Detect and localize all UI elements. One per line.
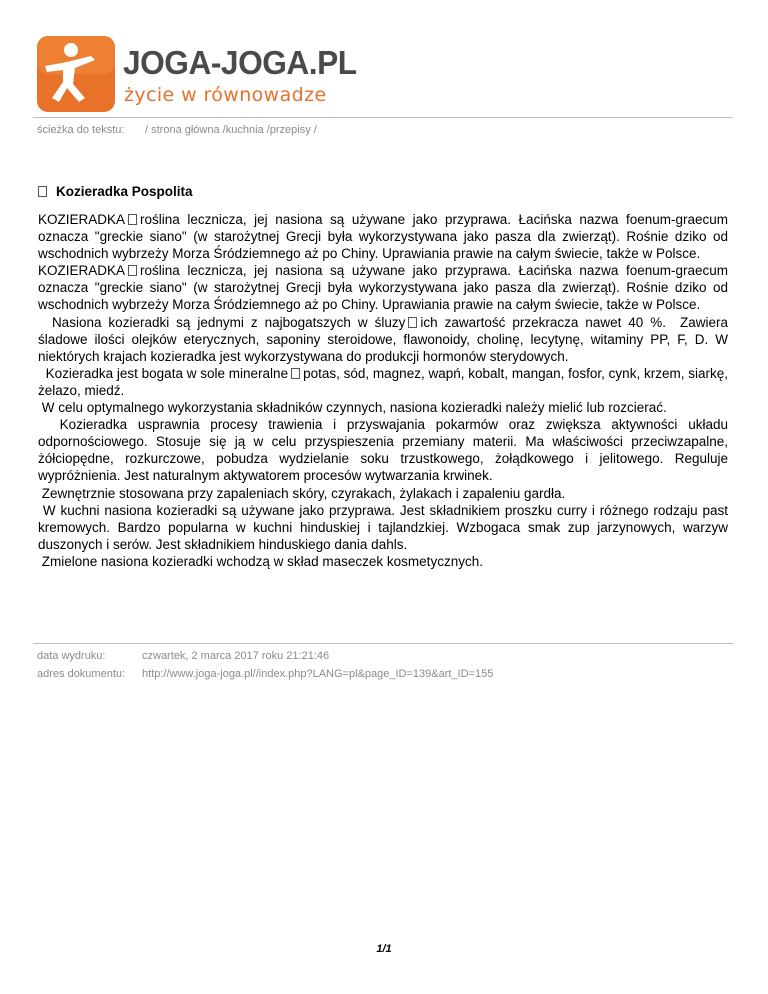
paragraph-text: Nasiona kozieradki są jednymi z najbogatszych w śluzy <box>38 314 406 330</box>
breadcrumb-label: ścieżka do tekstu: <box>37 124 125 136</box>
missing-glyph-icon <box>408 317 417 328</box>
paragraph-text: roślina lecznicza, jej nasiona są używane jako przyprawa. Łacińska nazwa foenum-graecum oznacza "greckie siano" (w starożytnej Grecji była wykorzystywana jako pasza dla zwierząt). Rośnie dziko od wschodnich wybrzeży Morza Śródziemnego aż po Chiny. Uprawiania prawie na całym świecie, także w Polsce. <box>38 212 728 262</box>
paragraph-text: roślina lecznicza, jej nasiona są używane jako przyprawa. Łacińska nazwa foenum-graecum oznacza "greckie siano" (w starożytnej Grecji była wykorzystywana jako pasza dla zwierząt). Rośnie dziko od wschodnich wybrzeży Morza Śródziemnego aż po Chiny. Uprawiania prawie na całym świecie, także w Polsce. <box>38 263 728 313</box>
print-date-label: data wydruku: <box>37 650 106 662</box>
site-logo[interactable] <box>37 36 357 112</box>
paragraph-text: Kozieradka jest bogata w sole mineralne <box>38 365 289 381</box>
page-number: 1/1 <box>376 943 392 955</box>
paragraph-text: potas, sód, magnez, wapń, kobalt, mangan, fosfor, cynk, krzem, siarkę, żelazo, miedź. <box>38 365 732 398</box>
paragraph: Zmielone nasiona kozieradki wchodzą w skład maseczek kosmetycznych. <box>38 553 483 569</box>
paragraph <box>38 211 728 262</box>
article-title <box>38 184 193 199</box>
paragraph-text: KOZIERADKA <box>38 212 126 227</box>
footer-divider <box>33 643 733 644</box>
missing-glyph-icon <box>291 368 300 379</box>
paragraph <box>38 365 732 399</box>
paragraph: W kuchni nasiona kozieradki są używane jako przyprawa. Jest składnikiem proszku curry i różnego rodzaju past kremowych. Bardzo popularna w kuchni hinduskiej i tajlandzkiej. Wzbogaca smak zup jarzynowych, warzyw duszonych i serów. Jest składnikiem hinduskiego dania dahls. <box>38 502 732 552</box>
article-title-text: Kozieradka Pospolita <box>56 184 193 199</box>
paragraph: W celu optymalnego wykorzystania składników czynnych, nasiona kozieradki należy mielić lub rozcierać. <box>38 400 667 416</box>
document-address-label: adres dokumentu: <box>37 668 126 680</box>
paragraph <box>38 262 728 313</box>
missing-glyph-icon <box>128 265 137 276</box>
header-divider <box>33 117 733 118</box>
paragraph: Zewnętrznie stosowana przy zapaleniach skóry, czyrakach, żylakach i zapaleniu gardła. <box>38 485 566 501</box>
paragraph <box>38 314 732 365</box>
paragraph-text: KOZIERADKA <box>38 263 126 279</box>
document-address-link[interactable]: http://www.joga-joga.pl//index.php?LANG=pl&page_ID=139&art_ID=155 <box>142 668 494 680</box>
logo-tagline: życie w równowadze <box>124 84 327 106</box>
paragraph: Kozieradka usprawnia procesy trawienia i przyswajania pokarmów oraz zwiększa aktywności układu odpornościowego. Stosuje się ją w celu przyspieszenia przemiany materii. Ma właściwości przeciwzapalne, żółciopędne, rozkurczowe, pobudza wydzielanie soku trzustkowego, żołądkowego i jelitowego. Reguluje wypróżnienia. Jest naturalnym aktywatorem procesów wytwarzania krwinek. <box>38 417 732 484</box>
logo-mark-icon <box>37 36 115 112</box>
logo-name: JOGA-JOGA.PL <box>123 44 357 81</box>
article-body <box>38 211 732 570</box>
breadcrumb-path[interactable]: / strona główna /kuchnia /przepisy / <box>145 124 317 136</box>
paragraph-text: ich zawartość przekracza nawet 40 %. Zawiera śladowe ilości olejków eterycznych, saponiny steroidowe, flawonoidy, cholinę, lecytynę, witaminy PP, F, D. W niektórych krajach kozieradka jest wykorzystywana do produkcji hormonów sterydowych. <box>38 314 732 364</box>
title-bullet-icon <box>38 186 47 197</box>
missing-glyph-icon <box>128 214 137 225</box>
print-date-value: czwartek, 2 marca 2017 roku 21:21:46 <box>142 650 330 662</box>
